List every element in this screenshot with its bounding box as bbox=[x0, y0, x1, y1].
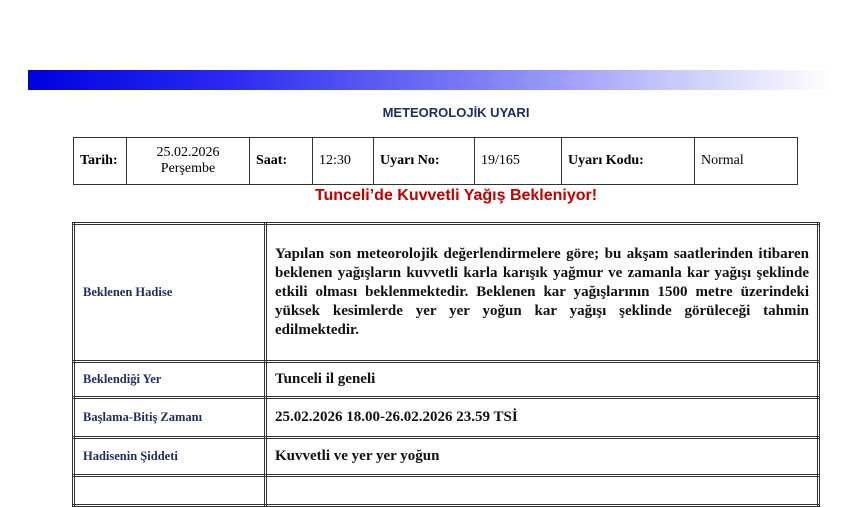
date-label: Tarih: bbox=[74, 138, 127, 185]
row-label: Beklenen Hadise bbox=[74, 224, 266, 362]
header-gradient-bar bbox=[28, 70, 833, 90]
table-row bbox=[74, 362, 819, 398]
row-label: Başlama-Bitiş Zamanı bbox=[74, 398, 266, 438]
row-value: Yapılan son meteorolojik değerlendirmelere göre; bu akşam saatlerinden itibaren beklenen yağışların kuvvetli karla karışık yağmur ve zamanla kar yağışı şeklinde etkili olması beklenmektedir. Beklenen kar yağışlarının 1500 metre üzerindeki yüksek kesimlerde yer yer yoğun kar yağışı şeklinde görüleceği tahmin edilmektedir. bbox=[266, 224, 819, 362]
warning-no-label: Uyarı No: bbox=[374, 138, 475, 185]
day-value: Perşembe bbox=[160, 161, 216, 176]
table-row bbox=[74, 438, 819, 476]
table-row bbox=[74, 476, 819, 506]
headline: Tunceli’de Kuvvetli Yağış Bekleniyor! bbox=[314, 187, 598, 204]
table-row bbox=[74, 224, 819, 362]
row-value: 25.02.2026 18.00-26.02.2026 23.59 TSİ bbox=[266, 398, 819, 438]
date-cell bbox=[127, 138, 250, 185]
row-value: Tunceli il geneli bbox=[266, 362, 819, 398]
document-title: METEOROLOJİK UYARI bbox=[382, 105, 530, 120]
date-value: 25.02.2026 bbox=[156, 145, 220, 160]
time-label: Saat: bbox=[250, 138, 313, 185]
warning-code-label: Uyarı Kodu: bbox=[562, 138, 695, 185]
table-row bbox=[74, 398, 819, 438]
warning-details-table bbox=[72, 222, 820, 507]
row-label: Beklendiği Yer bbox=[74, 362, 266, 398]
warning-code-value: Normal bbox=[695, 138, 798, 185]
warning-info-table bbox=[73, 137, 798, 185]
row-value: Kuvvetli ve yer yer yoğun bbox=[266, 438, 819, 476]
warning-no-value: 19/165 bbox=[475, 138, 562, 185]
time-value: 12:30 bbox=[313, 138, 374, 185]
row-label: Hadisenin Şiddeti bbox=[74, 438, 266, 476]
